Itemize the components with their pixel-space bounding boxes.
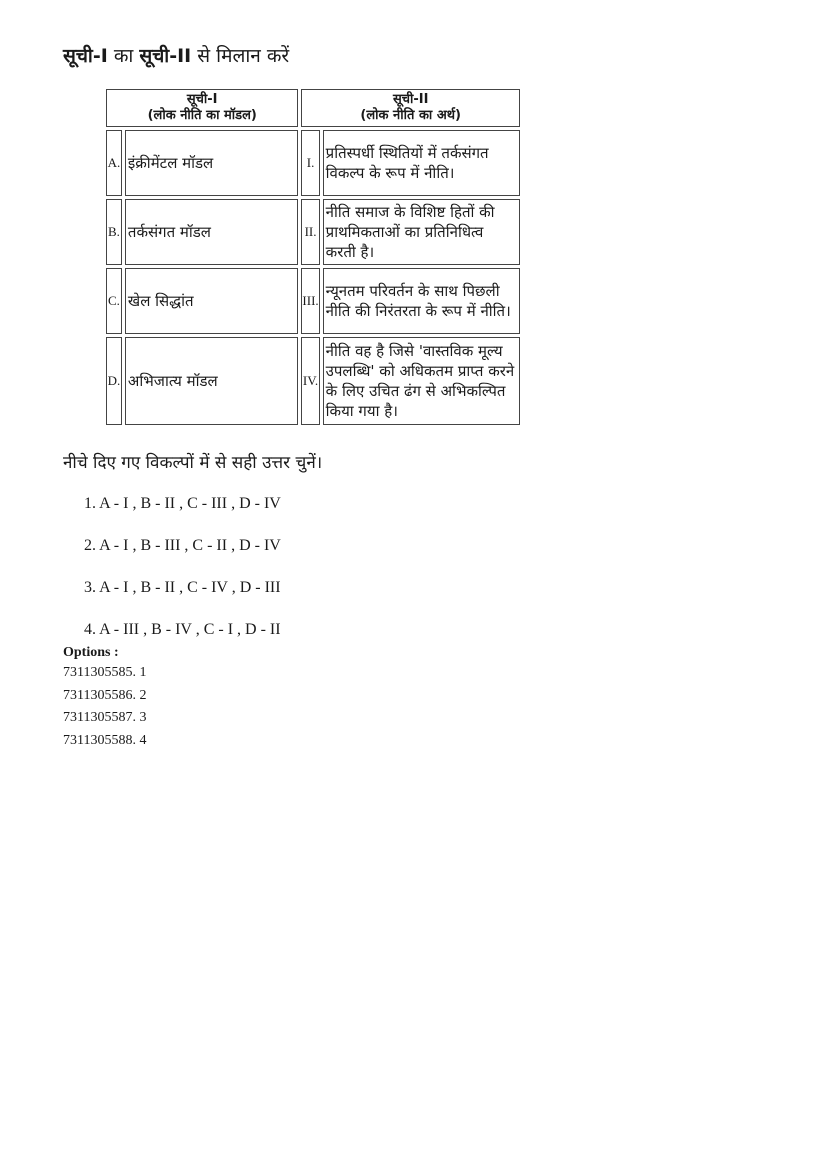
header-list2-title: सूची-II [392, 92, 429, 107]
answer-choice-4[interactable]: 4. A - III , B - IV , C - I , D - II [84, 621, 281, 638]
heading-connector: का [107, 45, 140, 67]
row-model: तर्कसंगत मॉडल [125, 199, 299, 265]
header-list2 [301, 89, 520, 127]
answer-choice-1[interactable]: 1. A - I , B - II , C - III , D - IV [84, 495, 281, 512]
row-meaning: न्यूनतम परिवर्तन के साथ पिछली नीति की निरंतरता के रूप में नीति। [323, 268, 520, 334]
row-roman: IV. [301, 337, 319, 425]
table-row [106, 268, 520, 334]
answer-choice-2[interactable]: 2. A - I , B - III , C - II , D - IV [84, 537, 281, 554]
option-id-1: 7311305585. 1 [63, 665, 147, 680]
option-id-2: 7311305586. 2 [63, 687, 147, 703]
answer-choice-3[interactable]: 3. A - I , B - II , C - IV , D - III [84, 579, 281, 596]
row-letter: B. [106, 199, 122, 265]
row-model: इंक्रीमेंटल मॉडल [125, 130, 299, 196]
row-letter: D. [106, 337, 122, 425]
row-meaning: नीति समाज के विशिष्ट हितों की प्राथमिकताओं का प्रतिनिधित्व करती है। [323, 199, 520, 265]
heading-suffix: से मिलान करें [191, 45, 290, 67]
header-list1-title: सूची-I [186, 92, 218, 107]
table-row [106, 337, 520, 425]
heading-list2: सूची-II [139, 45, 192, 67]
option-id-list [63, 664, 146, 754]
question-heading [63, 44, 289, 68]
header-list1 [106, 89, 298, 127]
row-letter: A. [106, 130, 122, 196]
header-list1-subtitle: (लोक नीति का मॉडल) [147, 108, 257, 123]
row-letter: C. [106, 268, 122, 334]
row-meaning: प्रतिस्पर्धी स्थितियों में तर्कसंगत विकल्प के रूप में नीति। [323, 130, 520, 196]
options-label: Options : [63, 645, 119, 660]
row-roman: III. [301, 268, 319, 334]
instruction-text: नीचे दिए गए विकल्पों में से सही उत्तर चुनें। [63, 453, 323, 473]
heading-list1: सूची-I [63, 45, 108, 67]
header-list2-subtitle: (लोक नीति का अर्थ) [360, 108, 461, 123]
option-id-3: 7311305587. 3 [63, 710, 147, 725]
table-row [106, 199, 520, 265]
table-header-row [106, 89, 520, 127]
row-roman: I. [301, 130, 319, 196]
row-roman: II. [301, 199, 319, 265]
answer-choices [84, 494, 281, 662]
row-model: खेल सिद्धांत [125, 268, 299, 334]
row-model: अभिजात्य मॉडल [125, 337, 299, 425]
table-row [106, 130, 520, 196]
row-meaning: नीति वह है जिसे 'वास्तविक मूल्य उपलब्धि' को अधिकतम प्राप्त करने के लिए उचित ढंग से अभिकल्पित किया गया है। [323, 337, 520, 425]
option-id-4: 7311305588. 4 [63, 732, 147, 748]
match-table [103, 86, 523, 428]
